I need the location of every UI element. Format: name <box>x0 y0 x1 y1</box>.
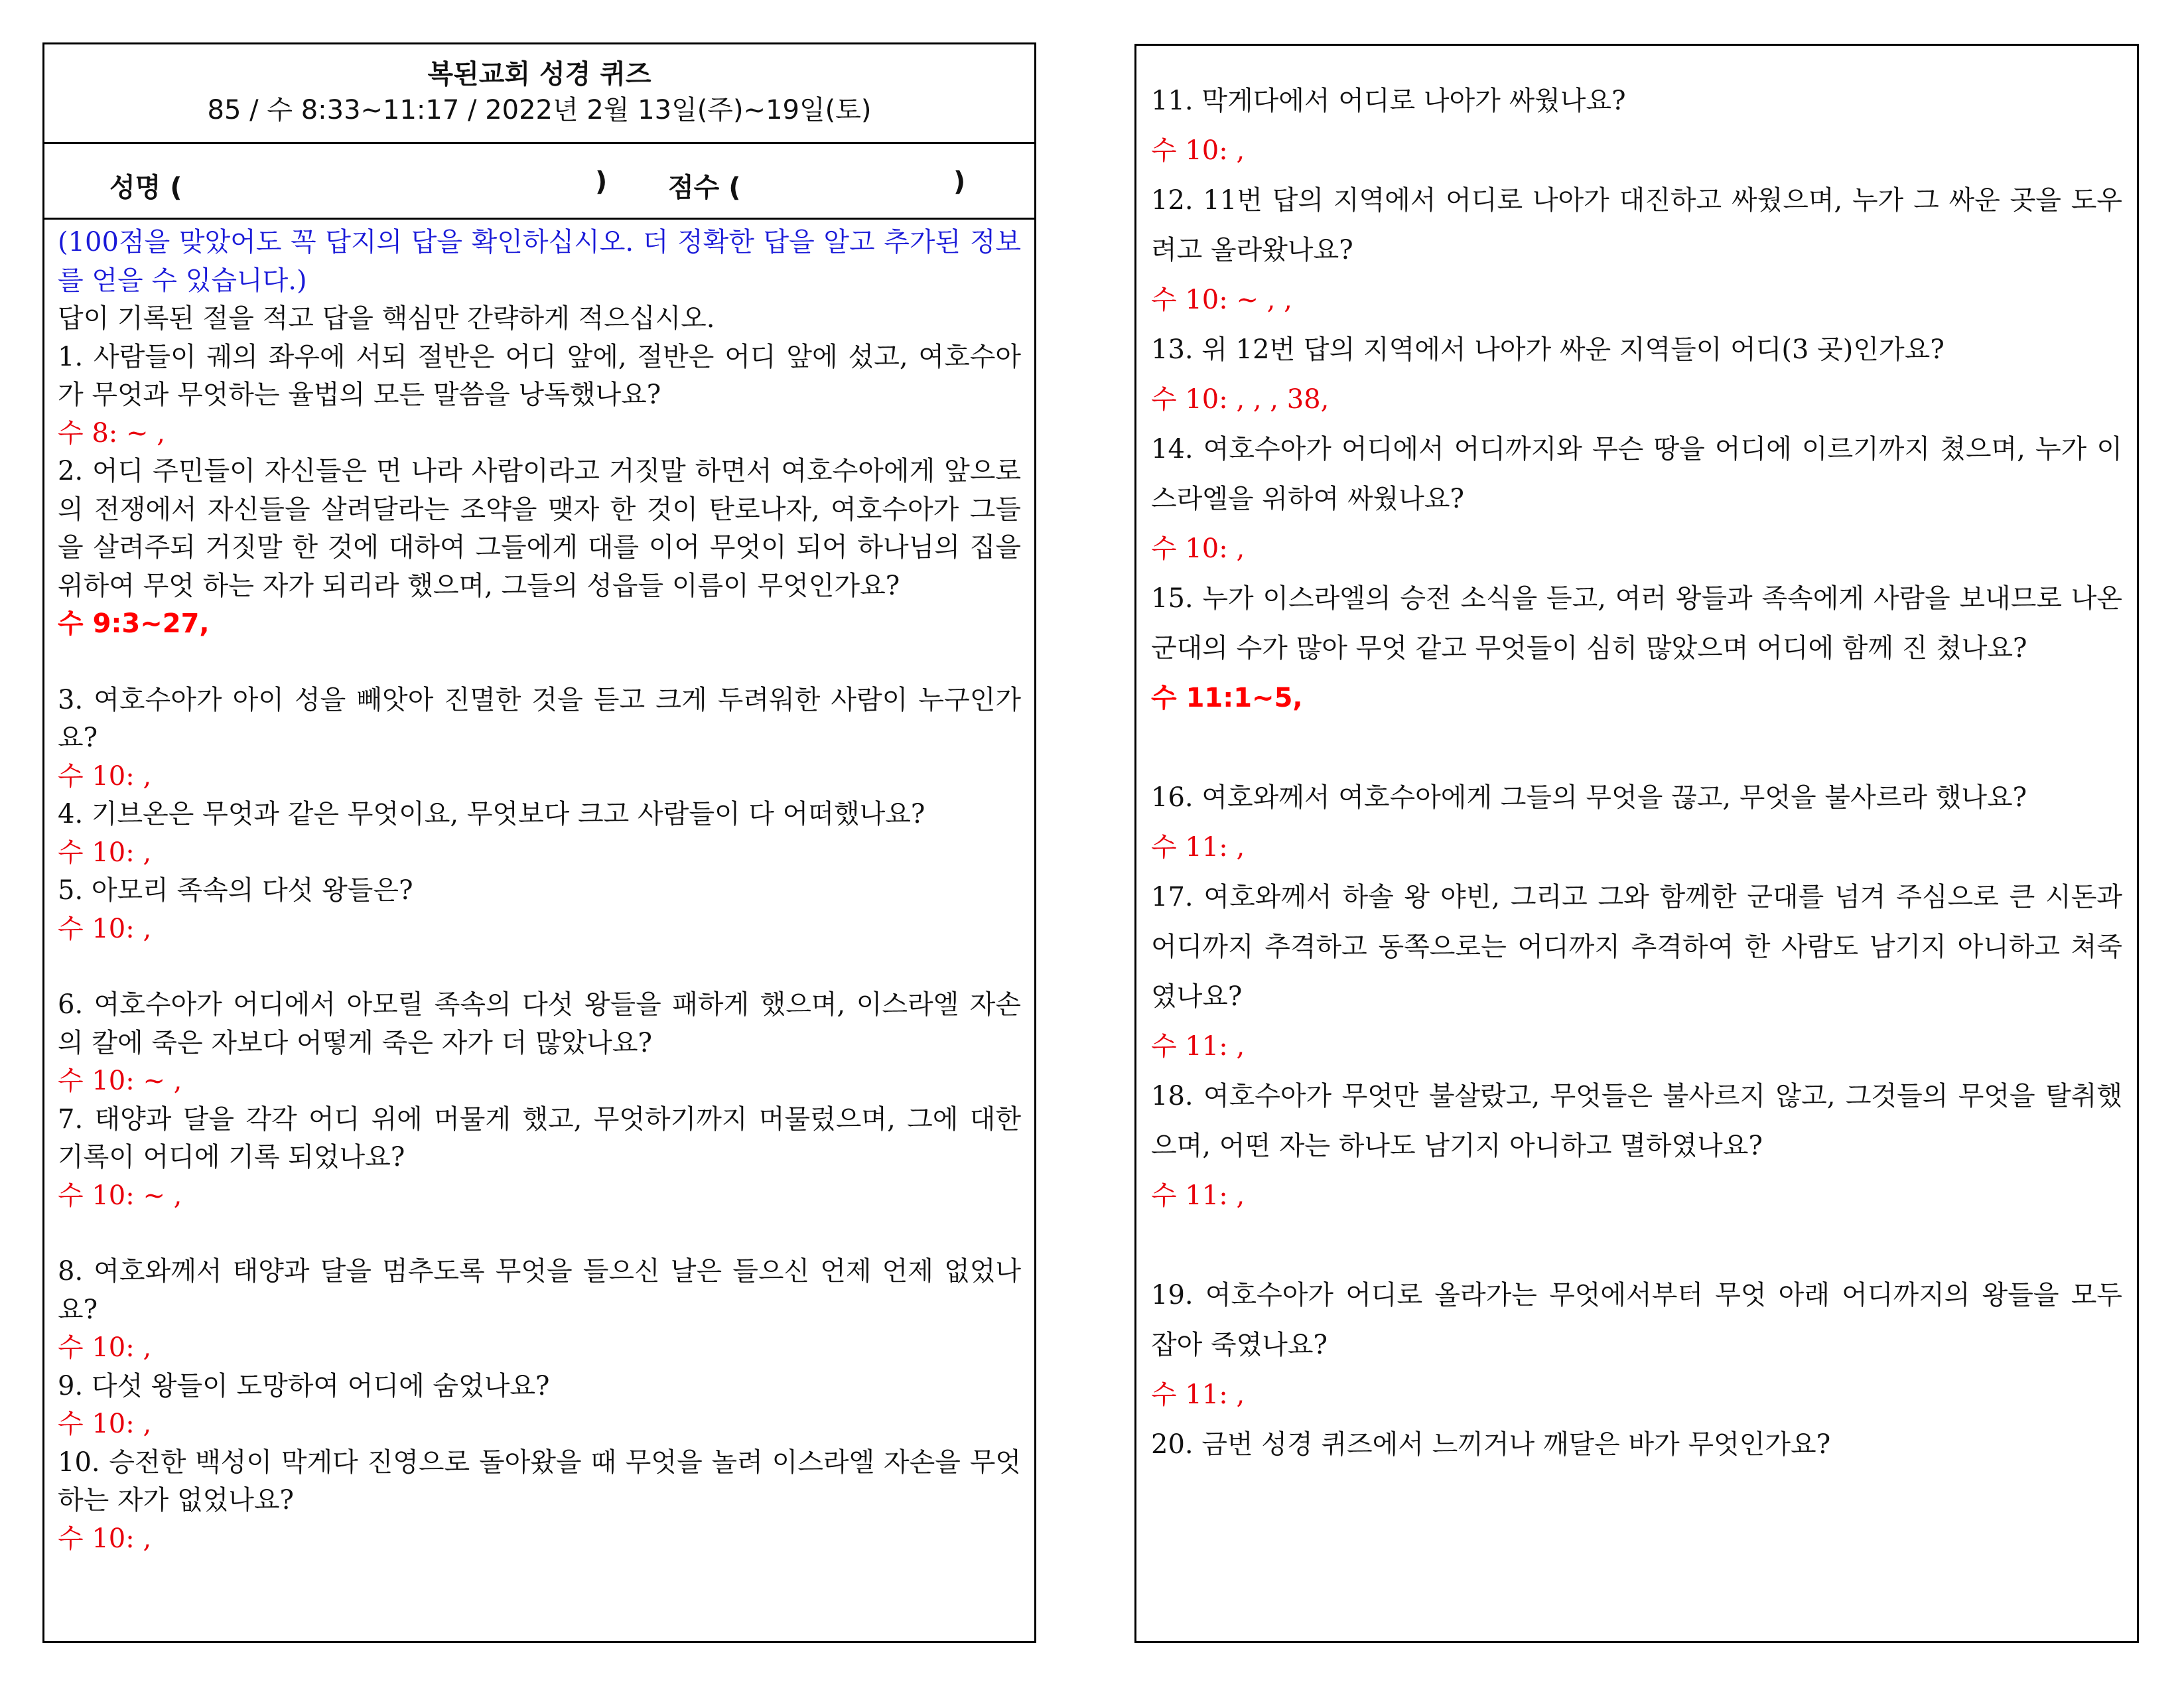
answer-11: 수 10: , <box>1151 135 1245 166</box>
question-7: 7. 태양과 달을 각각 어디 위에 머물게 했고, 무엇하기까지 머물렀으며, 그에 대한 기록이 어디에 기록 되었나요? <box>58 1103 1021 1172</box>
quiz-title: 복된교회 성경 퀴즈 <box>427 59 651 90</box>
question-15: 15. 누가 이스라엘의 승전 소식을 듣고, 여러 왕들과 족속에게 사람을 보내므로 나온 군대의 수가 많아 무엇 같고 무엇들이 심히 많았으며 어디에 함께 진 쳤나요? <box>1151 583 2122 664</box>
right-question-list <box>1151 76 2122 1470</box>
question-20: 20. 금번 성경 퀴즈에서 느끼거나 깨달은 바가 무엇인가요? <box>1151 1429 1831 1460</box>
answer-1: 수 8: ~ , <box>58 417 165 449</box>
question-11: 11. 막게다에서 어디로 나아가 싸웠나요? <box>1151 86 1626 116</box>
answer-2: 수 9:3~27, <box>58 608 210 639</box>
quiz-subtitle: 85 / 수 8:33~11:17 / 2022년 2월 13일(주)~19일(토) <box>207 95 872 125</box>
answer-17: 수 11: , <box>1151 1031 1245 1062</box>
answer-6: 수 10: ~ , <box>58 1066 182 1096</box>
answer-10: 수 10: , <box>58 1523 152 1554</box>
question-10: 10. 승전한 백성이 막게다 진영으로 돌아왔을 때 무엇을 놀려 이스라엘 자손을 무엇하는 자가 없었나요? <box>58 1446 1021 1516</box>
question-1: 1. 사람들이 궤의 좌우에 서되 절반은 어디 앞에, 절반은 어디 앞에 섰고, 여호수아가 무엇과 무엇하는 율법의 모든 말씀을 낭독했나요? <box>58 341 1021 410</box>
question-12: 12. 11번 답의 지역에서 어디로 나아가 대진하고 싸웠으며, 누가 그 싸운 곳을 도우려고 올라왔나요? <box>1151 185 2122 265</box>
instruction-text: 답이 기록된 절을 적고 답을 핵심만 간략하게 적으십시오. <box>58 303 715 334</box>
question-18: 18. 여호수아가 무엇만 불살랐고, 무엇들은 불사르지 않고, 그것들의 무엇을 탈취했으며, 어떤 자는 하나도 남기지 아니하고 멸하였나요? <box>1151 1081 2122 1161</box>
question-19: 19. 여호수아가 어디로 올라가는 무엇에서부터 무엇 아래 어디까지의 왕들을 모두 잡아 죽였나요? <box>1151 1280 2122 1360</box>
question-3: 3. 여호수아가 아이 성을 빼앗아 진멸한 것을 듣고 크게 두려워한 사람이 누구인가요? <box>58 684 1021 753</box>
question-14: 14. 여호수아가 어디에서 어디까지와 무슨 땅을 어디에 이르기까지 쳤으며, 누가 이스라엘을 위하여 싸웠나요? <box>1151 434 2122 514</box>
name-close: ) <box>595 167 608 197</box>
answer-5: 수 10: , <box>58 913 152 944</box>
question-6: 6. 여호수아가 어디에서 아모릴 족속의 다섯 왕들을 패하게 했으며, 이스라엘 자손의 칼에 죽은 자보다 어떻게 죽은 자가 더 많았나요? <box>58 989 1021 1058</box>
question-4: 4. 기브온은 무엇과 같은 무엇이요, 무엇보다 크고 사람들이 다 어떠했나요? <box>58 799 925 829</box>
answer-12: 수 10: ~ , , <box>1151 285 1292 315</box>
question-8: 8. 여호와께서 태양과 달을 멈추도록 무엇을 들으신 날은 들으신 언제 언제 없었나요? <box>58 1256 1021 1325</box>
answer-18: 수 11: , <box>1151 1180 1245 1211</box>
name-label: 성명 ( <box>109 173 182 203</box>
notice-text: (100점을 맞았어도 꼭 답지의 답을 확인하십시오. 더 정확한 답을 알고 추가된 정보를 얻을 수 있습니다.) <box>58 227 1021 296</box>
answer-9: 수 10: , <box>58 1409 152 1439</box>
question-2: 2. 어디 주민들이 자신들은 먼 나라 사람이라고 거짓말 하면서 여호수아에게 앞으로의 전쟁에서 자신들을 살려달라는 조약을 맺자 한 것이 탄로나자, 여호수아가 그들을 살려주되 거짓말 한 것에 대하여 그들에게 대를 이어 무엇이 되어 하나님의 집을 위하여 무엇 하는 자가 되리라 했으며, 그들의 성읍들 이름이 무엇인가요? <box>58 456 1021 601</box>
left-question-list <box>58 224 1021 1558</box>
answer-16: 수 11: , <box>1151 832 1245 863</box>
name-score-row <box>44 144 1034 220</box>
answer-19: 수 11: , <box>1151 1379 1245 1410</box>
answer-7: 수 10: ~ , <box>58 1180 182 1211</box>
answer-8: 수 10: , <box>58 1332 152 1363</box>
question-16: 16. 여호와께서 여호수아에게 그들의 무엇을 끊고, 무엇을 불사르라 했나요? <box>1151 782 2027 813</box>
question-17: 17. 여호와께서 하솔 왕 야빈, 그리고 그와 함께한 군대를 넘겨 주심으로 큰 시돈과 어디까지 추격하고 동쪽으로는 어디까지 추격하여 한 사람도 남기지 아니하고 쳐죽였나요? <box>1151 882 2122 1012</box>
score-close: ) <box>953 167 966 197</box>
answer-13: 수 10: , , , 38, <box>1151 384 1330 415</box>
answer-15: 수 11:1~5, <box>1151 683 1303 713</box>
answer-4: 수 10: , <box>58 837 152 868</box>
left-quiz-panel <box>42 42 1036 1643</box>
score-label: 점수 ( <box>668 173 741 203</box>
question-5: 5. 아모리 족속의 다섯 왕들은? <box>58 875 413 906</box>
question-13: 13. 위 12번 답의 지역에서 나아가 싸운 지역들이 어디(3 곳)인가요? <box>1151 334 1945 365</box>
question-9: 9. 다섯 왕들이 도망하여 어디에 숨었나요? <box>58 1370 550 1401</box>
answer-3: 수 10: , <box>58 760 152 792</box>
right-quiz-panel <box>1134 44 2139 1643</box>
answer-14: 수 10: , <box>1151 533 1245 564</box>
quiz-header <box>44 44 1034 144</box>
